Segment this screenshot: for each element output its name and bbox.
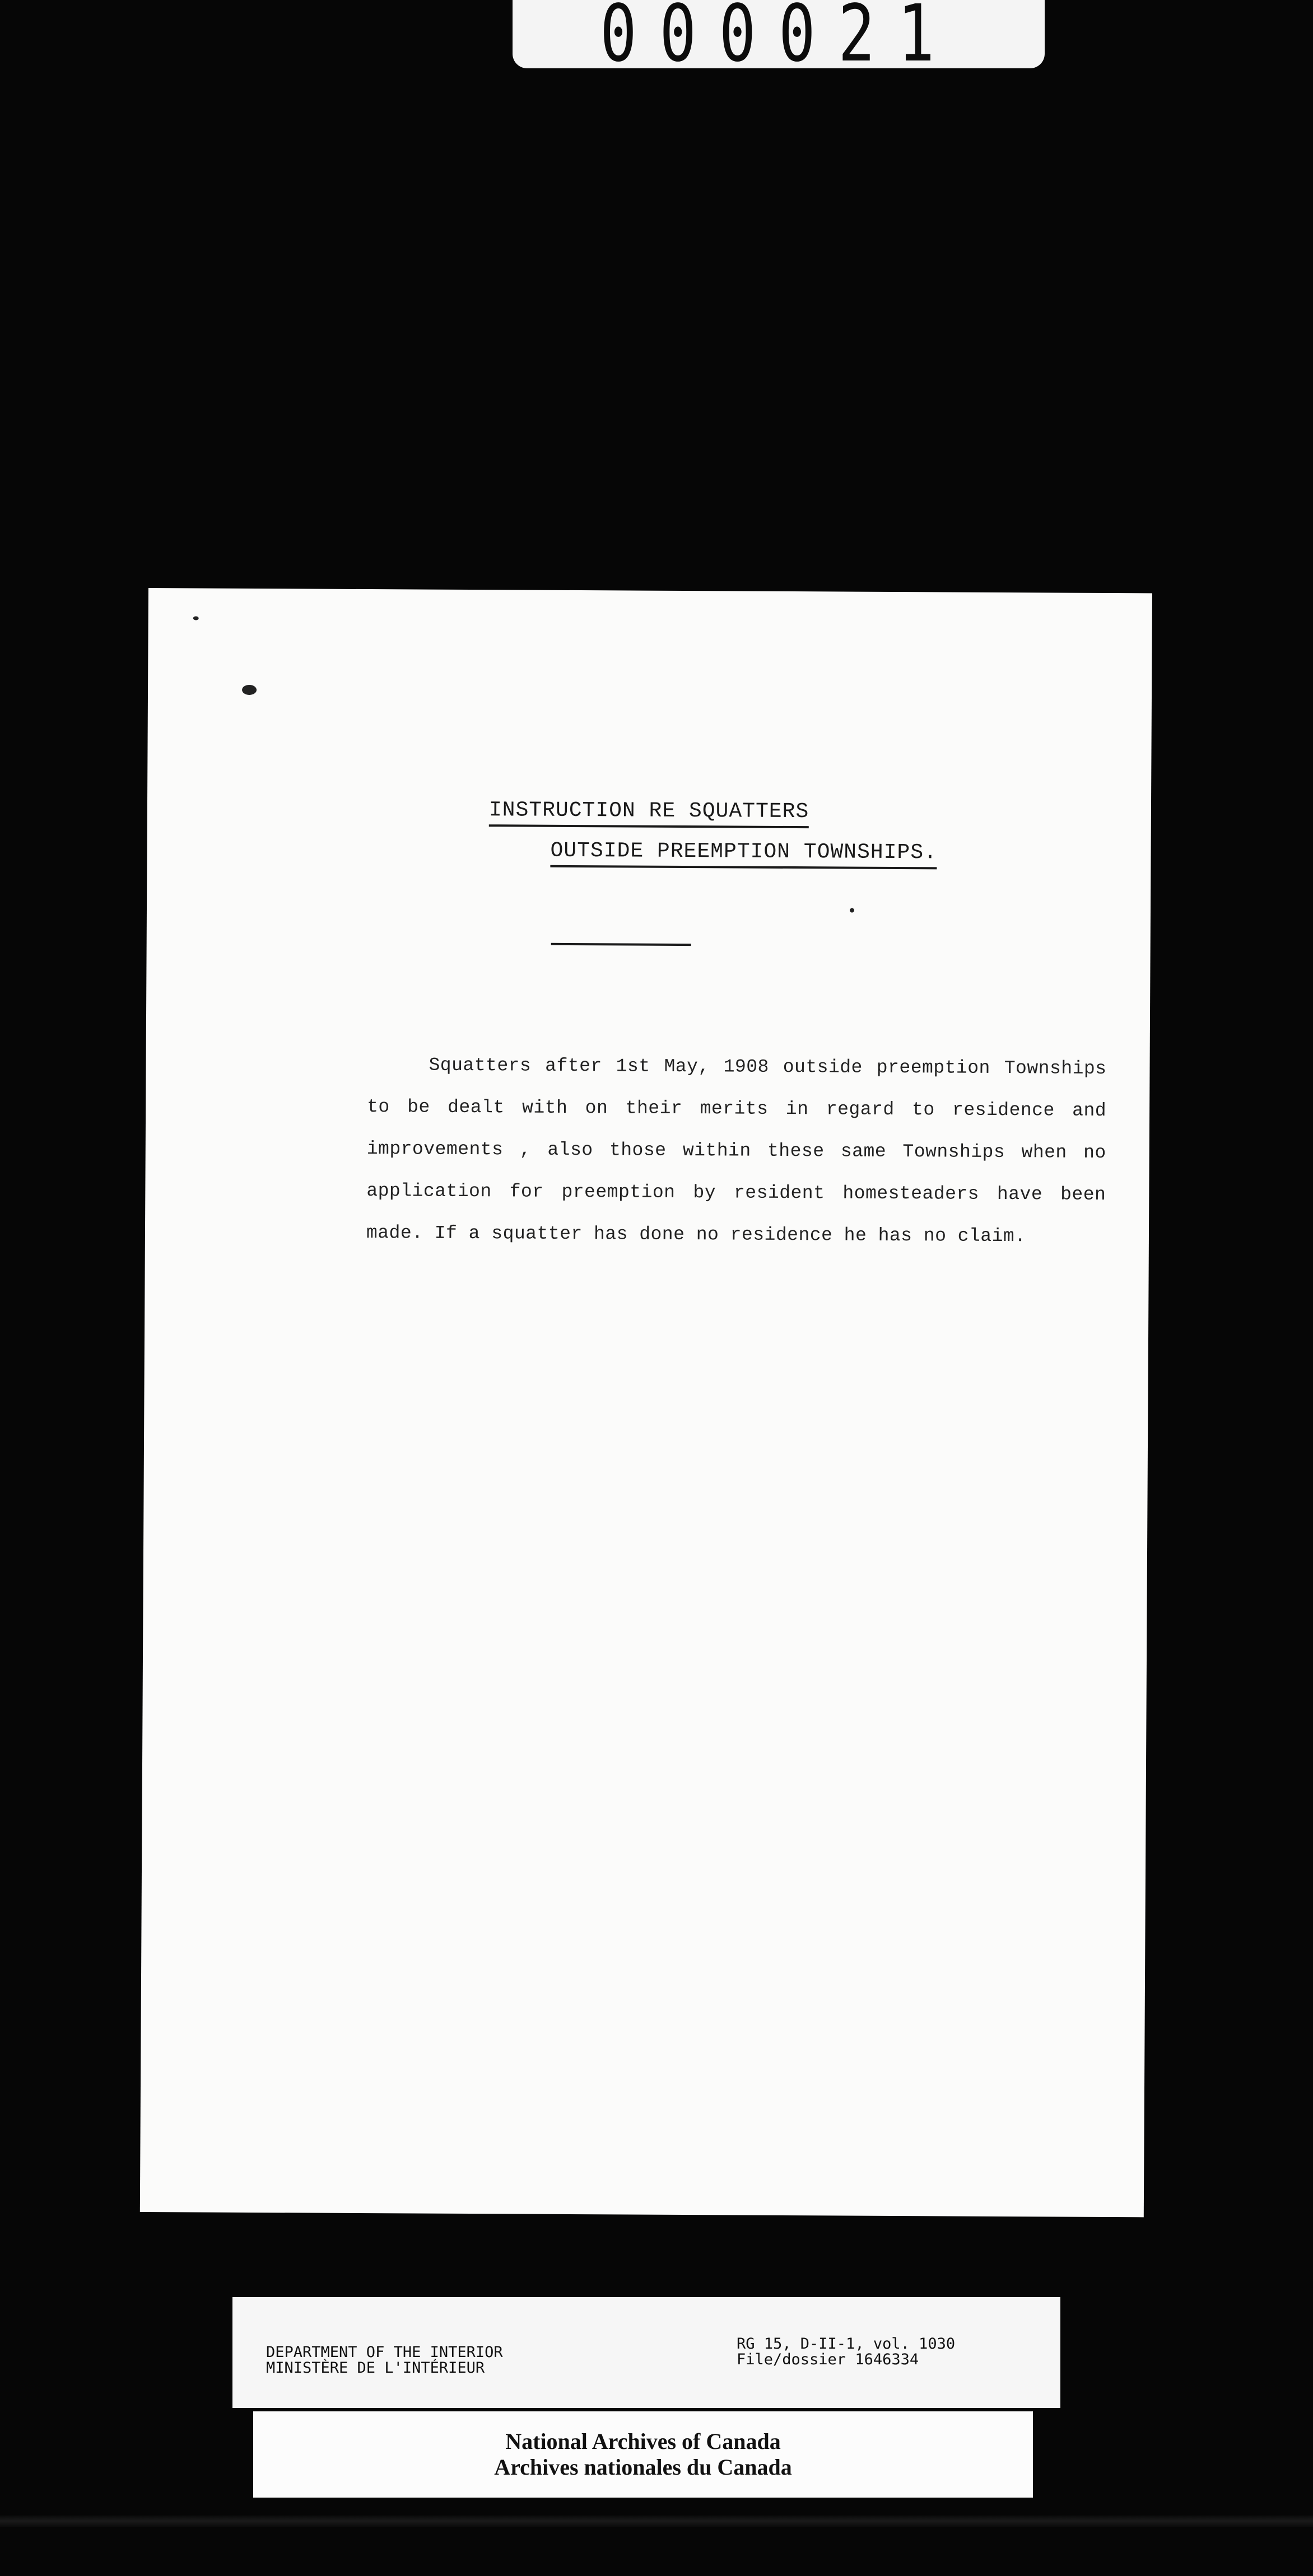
department-names bbox=[266, 2345, 503, 2376]
document-body bbox=[366, 1044, 1107, 1258]
separator-rule bbox=[551, 943, 691, 946]
heading-line-2: OUTSIDE PREEMPTION TOWNSHIPS. bbox=[550, 839, 937, 870]
department-english: DEPARTMENT OF THE INTERIOR bbox=[266, 2344, 503, 2361]
heading-line-1: INSTRUCTION RE SQUATTERS bbox=[489, 798, 809, 828]
department-french: MINISTÈRE DE L'INTÉRIEUR bbox=[266, 2359, 485, 2377]
archives-name-french: Archives nationales du Canada bbox=[494, 2454, 792, 2480]
record-group-reference: RG 15, D-II-1, vol. 1030 bbox=[737, 2335, 956, 2353]
frame-number: 000021 bbox=[600, 0, 957, 80]
file-number: File/dossier 1646334 bbox=[737, 2351, 919, 2368]
ink-speck bbox=[242, 685, 257, 695]
frame-number-stamp bbox=[513, 0, 1045, 80]
archives-name-english: National Archives of Canada bbox=[505, 2429, 781, 2454]
archival-reference bbox=[737, 2336, 955, 2368]
document-page bbox=[140, 588, 1152, 2217]
ink-speck bbox=[850, 908, 854, 913]
ink-speck bbox=[193, 616, 199, 620]
archives-caption bbox=[253, 2411, 1033, 2498]
body-paragraph: Squatters after 1st May, 1908 outside preemption Townships to be dealt with on their merits in regard to residence and improvements , also those within these same Townships when no application for preemption by resident homesteaders have been made. If a squatter has done no residence he has no claim. bbox=[366, 1054, 1107, 1247]
department-caption bbox=[232, 2297, 1060, 2408]
film-edge bbox=[0, 2516, 1313, 2527]
